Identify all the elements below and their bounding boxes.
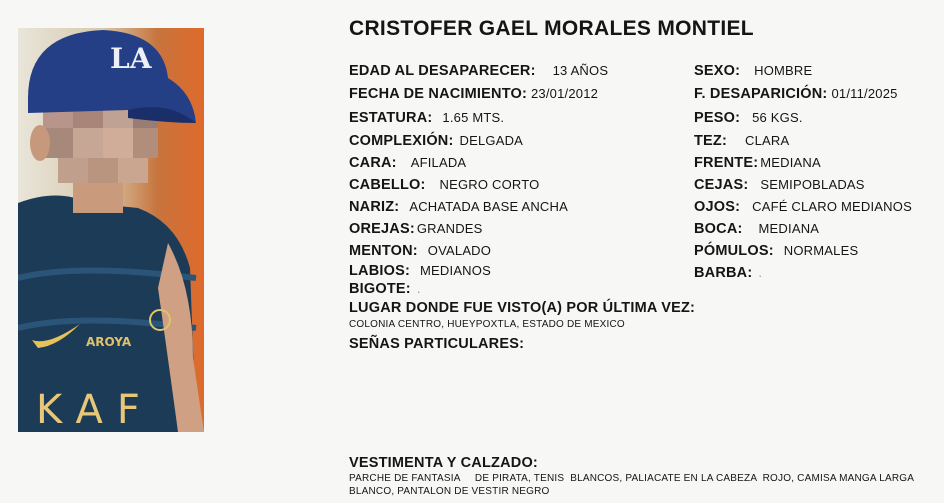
field-disappearance-date: [694, 85, 898, 102]
field-label: BIGOTE:: [349, 281, 411, 297]
person-illustration: [18, 28, 204, 432]
field-sex: [694, 62, 812, 79]
field-value: 23/01/2012: [531, 86, 599, 101]
person-photo: [18, 28, 204, 432]
field-value: .: [758, 265, 763, 280]
field-value: CLARA: [745, 133, 790, 148]
field-chin: [349, 242, 491, 259]
field-lips: [349, 262, 491, 279]
field-age: [349, 62, 608, 79]
field-value: SEMIPOBLADAS: [760, 177, 865, 192]
field-value: 56 KGS.: [752, 110, 803, 125]
field-label: COMPLEXIÓN:: [349, 133, 454, 149]
person-name: CRISTOFER GAEL MORALES MONTIEL: [349, 17, 754, 40]
field-label: EDAD AL DESAPARECER:: [349, 63, 536, 79]
field-label: BARBA:: [694, 265, 753, 281]
field-label: FECHA DE NACIMIENTO:: [349, 86, 527, 102]
clothing-line-2: BLANCO, PANTALON DE VESTIR NEGRO: [349, 486, 550, 497]
field-label: OJOS:: [694, 199, 741, 215]
field-beard: [694, 264, 762, 281]
field-build: [349, 132, 523, 149]
field-label: LABIOS:: [349, 263, 411, 279]
field-ears: [349, 220, 483, 237]
field-label: TEZ:: [694, 133, 728, 149]
shirt-letters: KAF: [36, 387, 154, 432]
field-label: ESTATURA:: [349, 110, 433, 126]
field-value: CAFÉ CLARO MEDIANOS: [752, 199, 912, 214]
field-mustache: [349, 280, 421, 297]
field-value: 13 AÑOS: [552, 63, 609, 78]
field-label: PESO:: [694, 110, 741, 126]
field-value: .: [416, 281, 421, 296]
field-value: NORMALES: [783, 243, 859, 258]
field-label: CARA:: [349, 155, 397, 171]
field-label: F. DESAPARICIÓN:: [694, 86, 828, 102]
field-value: OVALADO: [427, 243, 492, 258]
field-value: NEGRO CORTO: [439, 177, 540, 192]
field-value: MEDIANOS: [420, 263, 491, 278]
field-height: [349, 109, 504, 126]
clothing-label: VESTIMENTA Y CALZADO:: [349, 455, 538, 471]
field-label: PÓMULOS:: [694, 243, 774, 259]
field-value: HOMBRE: [754, 63, 813, 78]
field-birthdate: [349, 85, 598, 102]
shirt-brand: AROYA: [86, 335, 132, 349]
field-label: BOCA:: [694, 221, 743, 237]
field-eyebrows: [694, 176, 865, 193]
field-label: CEJAS:: [694, 177, 749, 193]
field-label: MENTON:: [349, 243, 418, 259]
cap-logo: LA: [110, 42, 152, 75]
field-forehead: [694, 154, 821, 171]
field-label: OREJAS:: [349, 221, 415, 237]
field-nose: [349, 198, 568, 215]
field-value: ACHATADA BASE ANCHA: [409, 199, 568, 214]
field-value: DELGADA: [459, 133, 524, 148]
last-seen-label: LUGAR DONDE FUE VISTO(A) POR ÚLTIMA VEZ:: [349, 300, 696, 316]
field-mouth: [694, 220, 819, 237]
field-label: FRENTE:: [694, 155, 759, 171]
field-weight: [694, 109, 803, 126]
field-label: SEXO:: [694, 63, 741, 79]
distinguishing-marks-label: SEÑAS PARTICULARES:: [349, 336, 525, 352]
field-label: CABELLO:: [349, 177, 426, 193]
field-value: GRANDES: [416, 221, 483, 236]
field-value: AFILADA: [410, 155, 467, 170]
field-face: [349, 154, 466, 171]
field-value: MEDIANA: [760, 155, 821, 170]
clothing-line-1: PARCHE DE FANTASIA DE PIRATA, TENIS BLANCOS, PALIACATE EN LA CABEZA ROJO, CAMISA MANGA LARGA: [349, 473, 915, 484]
field-cheekbones: [694, 242, 858, 259]
last-seen-value: COLONIA CENTRO, HUEYPOXTLA, ESTADO DE MEXICO: [349, 319, 625, 330]
field-value: 1.65 MTS.: [442, 110, 505, 125]
field-eyes: [694, 198, 912, 215]
field-label: NARIZ:: [349, 199, 400, 215]
field-skin: [694, 132, 789, 149]
field-value: 01/11/2025: [831, 86, 898, 101]
field-value: MEDIANA: [758, 221, 820, 236]
field-hair: [349, 176, 539, 193]
